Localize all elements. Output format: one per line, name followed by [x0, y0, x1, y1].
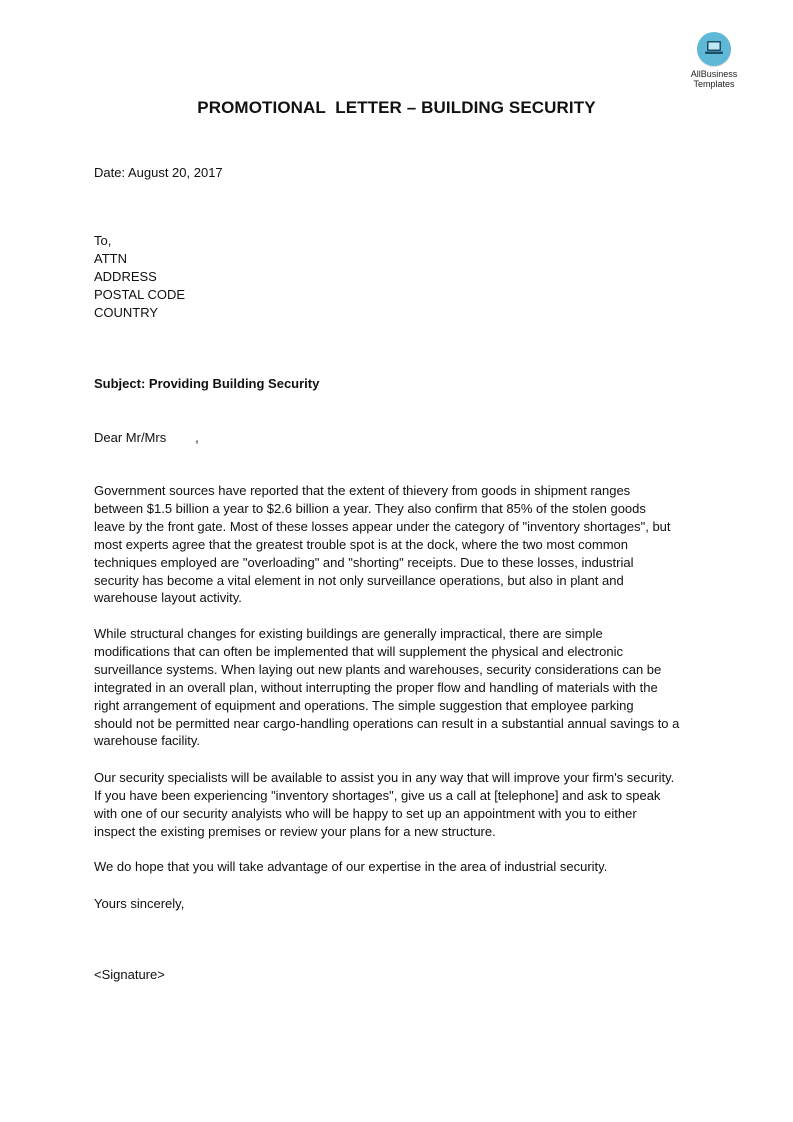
- paragraph-line: While structural changes for existing buildings are generally impractical, there are simple: [94, 626, 603, 641]
- paragraph-line: between $1.5 billion a year to $2.6 billion a year. They also confirm that 85% of the stolen goods: [94, 500, 646, 516]
- logo-line-1: AllBusiness: [690, 69, 738, 79]
- address-to: To,: [94, 233, 112, 248]
- document-title: PROMOTIONAL LETTER – BUILDING SECURITY: [197, 98, 596, 117]
- recipient-address: [94, 232, 185, 322]
- address-postal-code: POSTAL CODE: [94, 287, 186, 302]
- paragraph-line: Our security specialists will be available to assist you in any way that will improve your firm's security.: [94, 770, 675, 785]
- paragraph-line: most experts agree that the greatest trouble spot is at the dock, where the two most common: [94, 536, 628, 552]
- salutation: Dear Mr/Mrs ,: [94, 430, 199, 445]
- body-paragraph-3: [94, 769, 709, 841]
- paragraph-line: right arrangement of equipment and operations. The simple suggestion that employee parking: [94, 697, 634, 713]
- paragraph-line: inspect the existing premises or review your plans for a new structure.: [94, 823, 496, 839]
- laptop-icon: [697, 32, 731, 66]
- address-country: COUNTRY: [94, 305, 159, 320]
- address-street: ADDRESS: [94, 269, 157, 284]
- paragraph-line: with one of our security analyists who will be happy to set up an appointment with you to either: [94, 805, 637, 821]
- closing-line: Yours sincerely,: [94, 896, 185, 911]
- body-paragraph-2: [94, 625, 709, 750]
- paragraph-line: We do hope that you will take advantage of our expertise in the area of industrial security.: [94, 859, 608, 874]
- paragraph-line: integrated in an overall plan, without interrupting the proper flow and handling of materials with the: [94, 679, 658, 695]
- date-line: Date: August 20, 2017: [94, 165, 223, 180]
- paragraph-line: If you have been experiencing "inventory shortages", give us a call at [telephone] and ask to speak: [94, 787, 661, 803]
- paragraph-line: modifications that can often be implemented that will supplement the physical and electronic: [94, 643, 623, 659]
- paragraph-line: Government sources have reported that the extent of thievery from goods in shipment ranges: [94, 483, 631, 498]
- subject-line: Subject: Providing Building Security: [94, 376, 320, 391]
- paragraph-line: warehouse layout activity.: [94, 590, 242, 606]
- paragraph-line: security has become a vital element in not only surveillance operations, but also in plant and: [94, 572, 624, 588]
- paragraph-line: leave by the front gate. Most of these losses appear under the category of "inventory shortages", but: [94, 518, 671, 534]
- paragraph-line: surveillance systems. When laying out new plants and warehouses, security considerations can be: [94, 661, 662, 677]
- allbusiness-templates-logo: [684, 32, 744, 89]
- logo-line-2: Templates: [693, 79, 735, 89]
- paragraph-line: warehouse facility.: [94, 733, 200, 749]
- signature-placeholder: <Signature>: [94, 967, 165, 982]
- logo-text: [684, 69, 744, 89]
- paragraph-line: techniques employed are "overloading" and "shorting" receipts. Due to these losses, industrial: [94, 554, 634, 570]
- body-paragraph-1: [94, 482, 709, 607]
- paragraph-line: should not be permitted near cargo-handling operations can result in a substantial annual savings to a: [94, 715, 680, 731]
- address-attn: ATTN: [94, 251, 127, 266]
- body-paragraph-4: [94, 858, 709, 876]
